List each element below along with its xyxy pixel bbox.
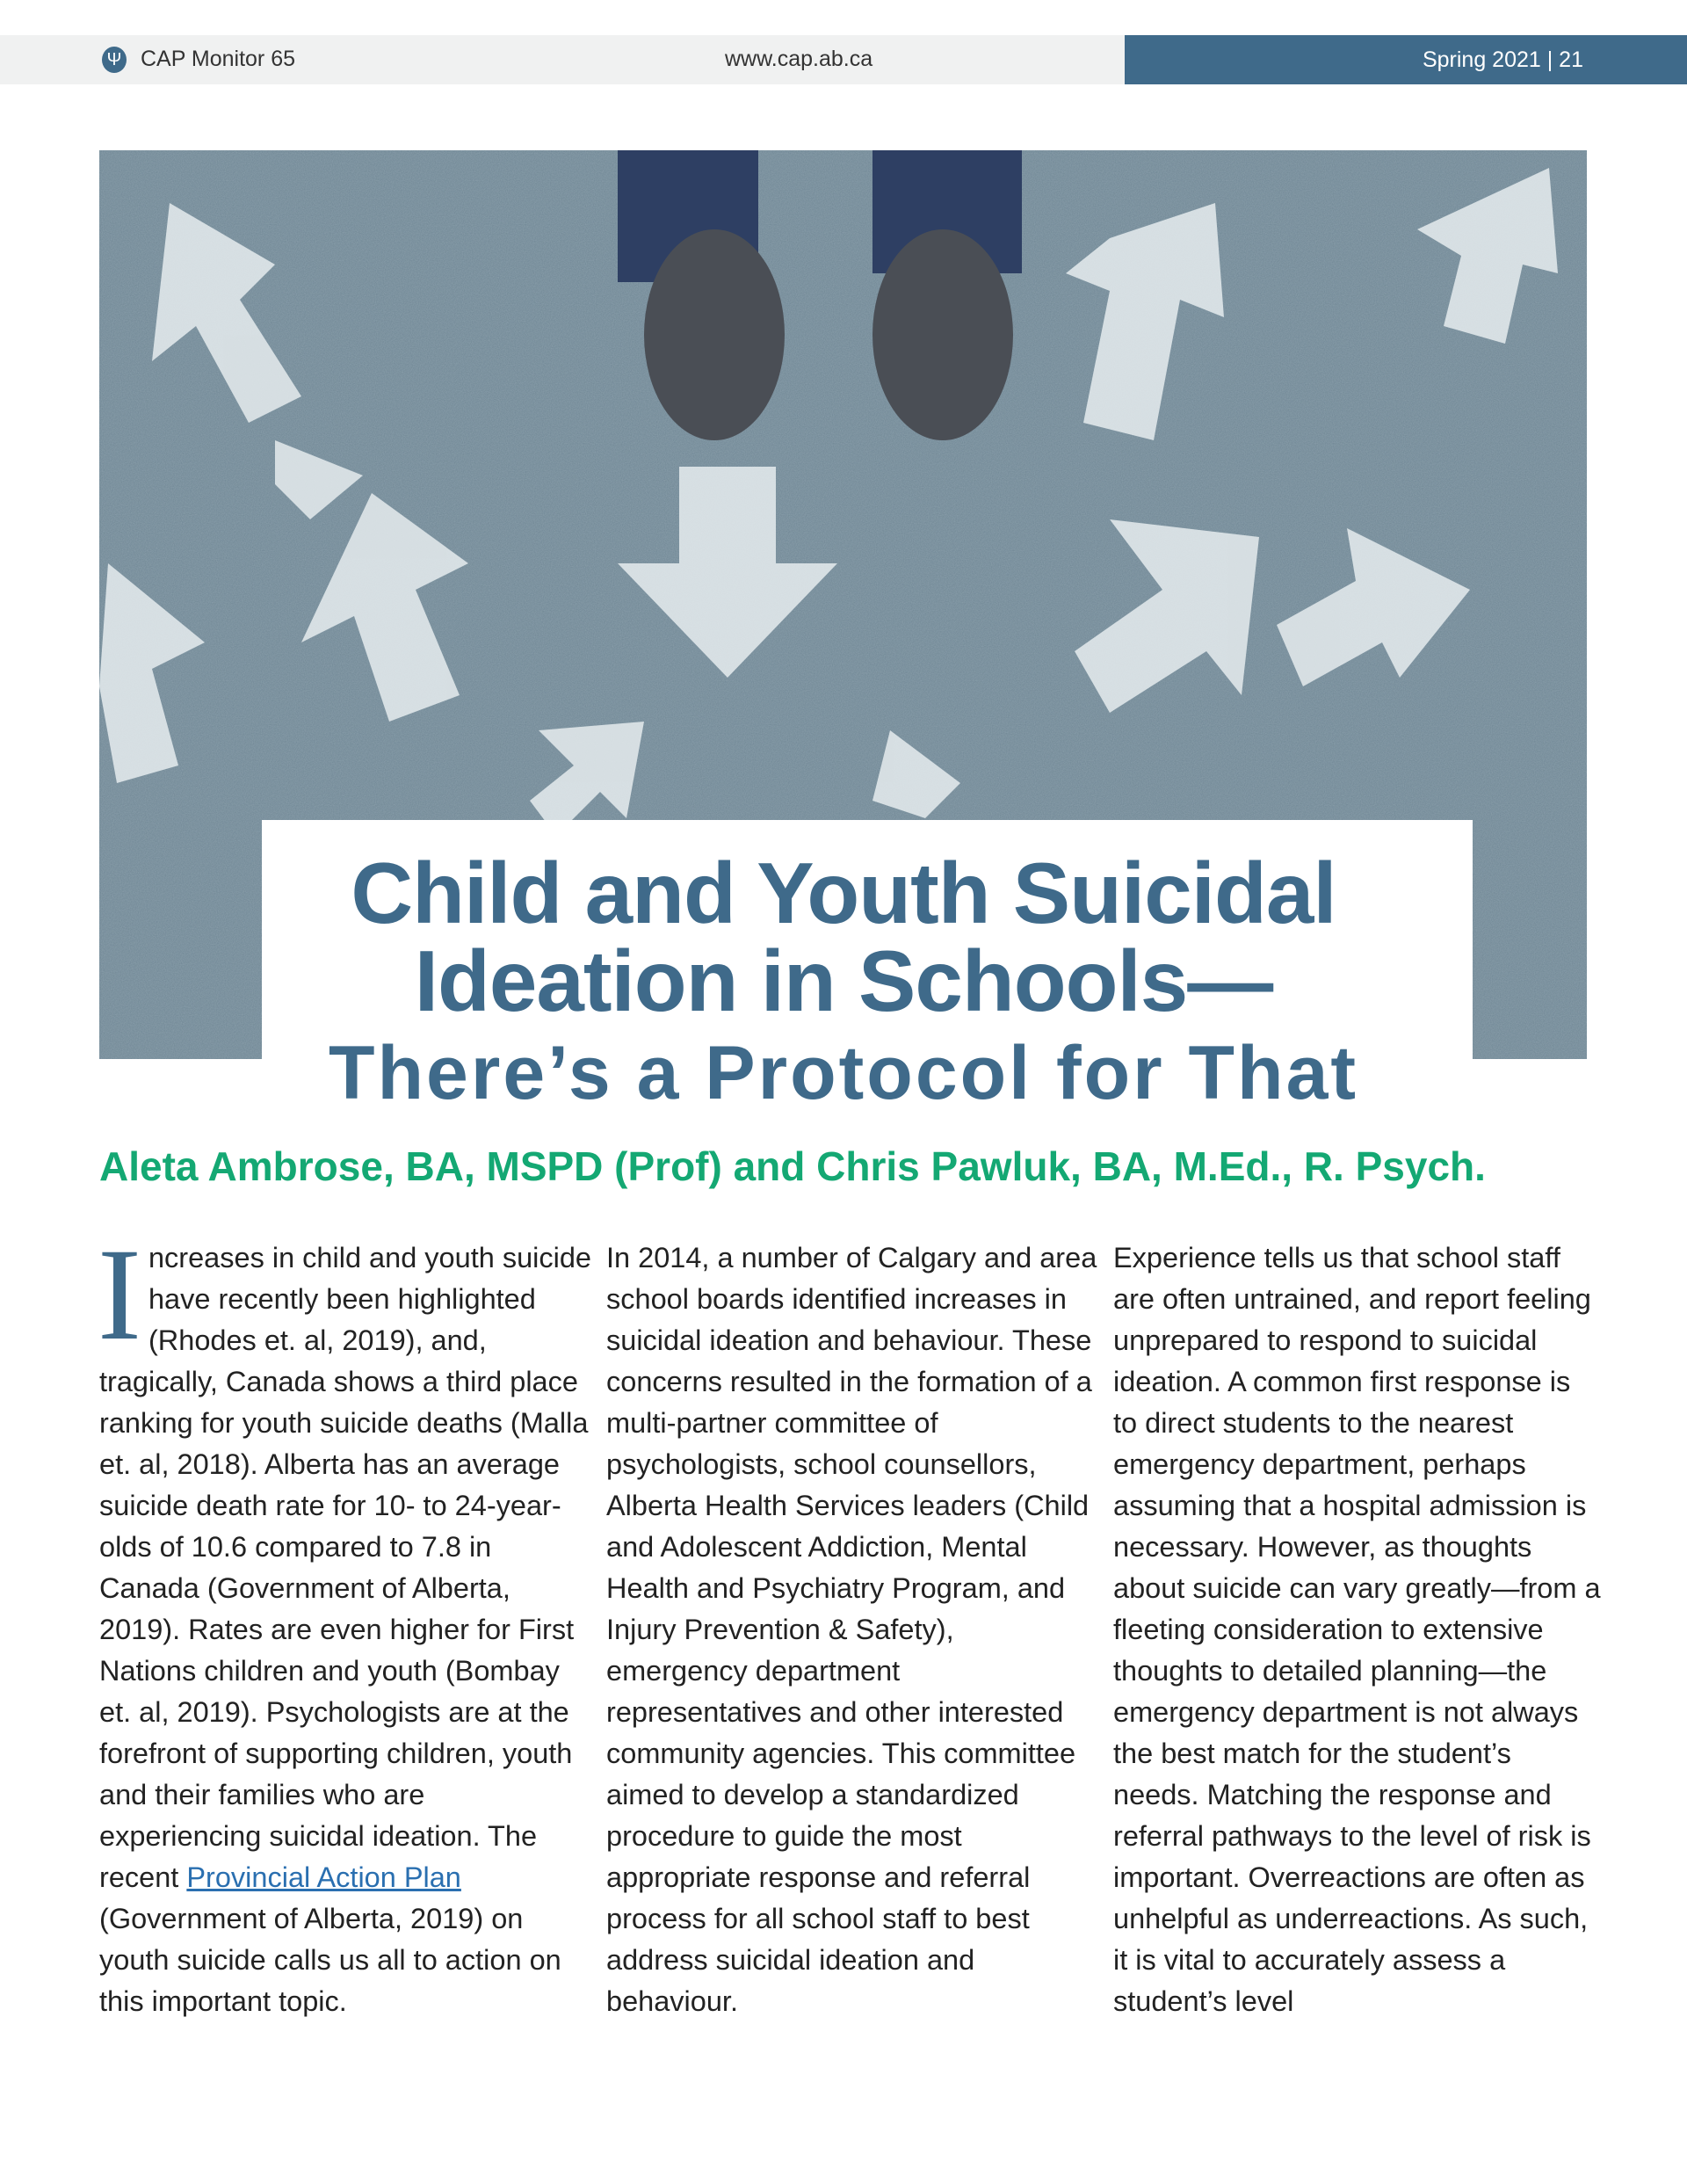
publication-name: CAP Monitor 65 bbox=[141, 47, 296, 71]
article-title-line2: Ideation in Schools— bbox=[414, 932, 1273, 1029]
issue-info: Spring 2021 | 21 bbox=[1125, 35, 1687, 84]
psi-logo-icon: Ψ bbox=[102, 47, 127, 73]
website-url[interactable]: www.cap.ab.ca bbox=[725, 47, 873, 71]
body-column-3: Experience tells us that school staff are often untrained, and report feeling unprepared to respond to suicidal ideation. A common first response is to direct students to the nearest emergency department, perhaps assuming that a hospital admission is necessary. However, as thoughts about suicide can vary greatly—from a fleeting consideration to extensive thoughts to detailed planning—the emergency department is not always the best match for the student’s needs. Matching the response and referral pathways to the level of risk is important. Overreactions are often as unhelpful as underreactions. As such, it is vital to accurately assess a student’s level bbox=[1113, 1242, 1601, 2017]
drop-cap: I bbox=[98, 1222, 141, 1368]
article-title-line1: Child and Youth Suicidal bbox=[351, 845, 1336, 941]
col1-text: ncreases in child and youth suicide have recently been highlighted (Rhodes et. al, 2019), and, tragically, Canada shows a third place ranking for youth suicide deaths (Malla et. al, 2018). Alberta has an average suicide death rate for 10- to 24-year-olds of 10.6 compared to 7.8 in Canada (Government of Alberta, 2019). Rates are even higher for First Nations children and youth (Bombay et. al, 2019). Psychologists are at the forefront of supporting children, youth and their families who are experiencing suicidal ideation. The recent bbox=[99, 1242, 592, 1893]
header-left bbox=[0, 35, 1125, 84]
body-column-1 bbox=[98, 1222, 592, 2022]
provincial-action-plan-link[interactable]: Provincial Action Plan bbox=[186, 1861, 461, 1893]
body-column-2: In 2014, a number of Calgary and area school boards identified increases in suicidal ideation and behaviour. These concerns resulted in the formation of a multi-partner committee of psychologists, school counsellors, Alberta Health Services leaders (Child and Adolescent Addiction, Mental Health and Psychiatry Program, and Injury Prevention & Safety), emergency department representatives and other interested community agencies. This committee aimed to develop a standardized procedure to guide the most appropriate response and referral process for all school staff to best address suicidal ideation and behaviour. bbox=[606, 1242, 1097, 2017]
article-subtitle: There’s a Protocol for That bbox=[328, 1031, 1359, 1115]
article-authors: Aleta Ambrose, BA, MSPD (Prof) and Chris Pawluk, BA, M.Ed., R. Psych. bbox=[99, 1143, 1486, 1189]
page-header bbox=[0, 35, 1687, 84]
col1-text-end: (Government of Alberta, 2019) on youth suicide calls us all to action on this important topic. bbox=[99, 1903, 561, 2017]
